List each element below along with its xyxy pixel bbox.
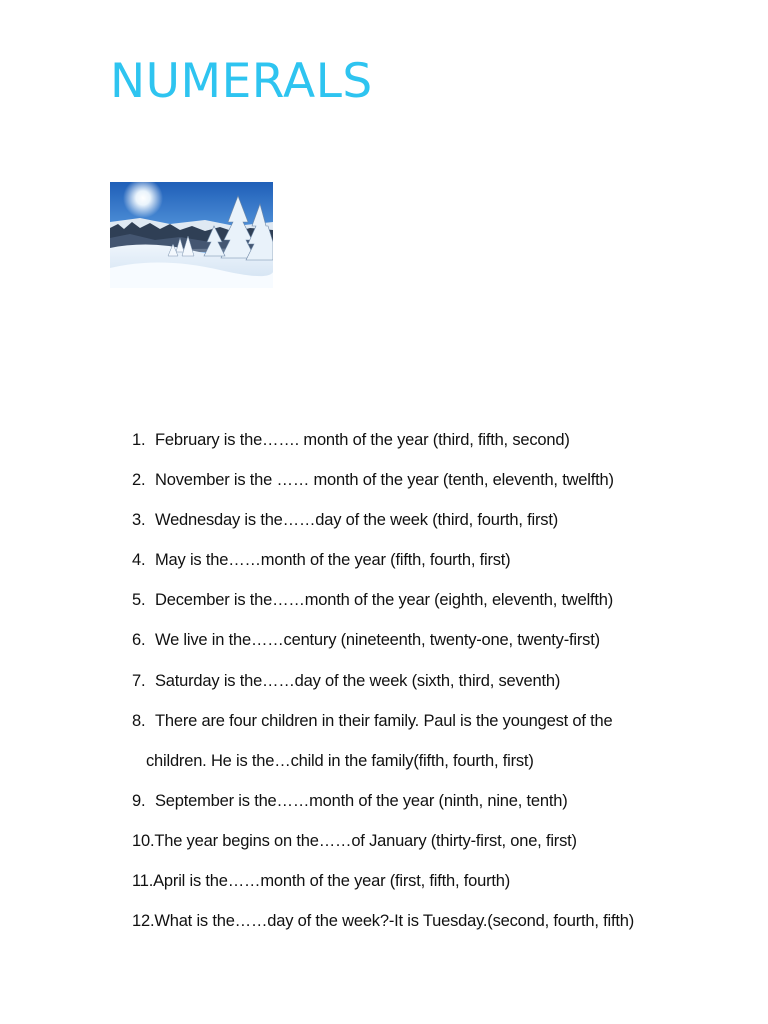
list-item — [132, 500, 752, 540]
item-text: We live in the……century (nineteenth, twenty-one, twenty-first) — [155, 631, 600, 650]
item-number: 1. — [132, 431, 146, 449]
item-text: December is the……month of the year (eighth, eleventh, twelfth) — [155, 591, 614, 610]
exercise-list — [132, 420, 752, 941]
page-title: NUMERALS — [110, 54, 373, 109]
list-item — [132, 460, 752, 500]
item-text: The year begins on the……of January (thirty-first, one, first) — [154, 831, 577, 850]
item-number: 2. — [132, 471, 146, 490]
list-item — [132, 821, 752, 861]
list-item — [132, 901, 752, 941]
item-text: There are four children in their family. Paul is the youngest of the — [155, 711, 613, 730]
item-number: 11. — [132, 872, 154, 891]
item-text: April is the……month of the year (first, fifth, fourth) — [153, 872, 511, 891]
list-item — [132, 540, 752, 580]
list-item-continuation — [132, 741, 752, 781]
item-text: Saturday is the……day of the week (sixth, third, seventh) — [155, 671, 561, 690]
item-text: Wednesday is the……day of the week (third, fourth, first) — [155, 511, 559, 530]
item-text: What is the……day of the week?-It is Tuesday.(second, fourth, fifth) — [154, 912, 635, 931]
list-item — [132, 580, 752, 620]
item-number: 8. — [132, 711, 146, 730]
item-text: November is the …… month of the year (tenth, eleventh, twelfth) — [155, 471, 614, 490]
item-text: February is the……. month of the year (third, fifth, second) — [155, 431, 570, 449]
item-text: September is the……month of the year (ninth, nine, tenth) — [155, 791, 568, 810]
item-number: 6. — [132, 631, 146, 650]
list-item — [132, 420, 752, 460]
list-item — [132, 861, 752, 901]
item-number: 5. — [132, 591, 146, 610]
item-number: 3. — [132, 511, 146, 530]
list-item — [132, 781, 752, 821]
list-item — [132, 661, 752, 701]
item-number: 4. — [132, 551, 146, 570]
item-number: 12. — [132, 912, 155, 931]
item-number: 7. — [132, 671, 146, 690]
list-item — [132, 701, 752, 741]
winter-landscape-image — [110, 182, 273, 288]
item-text: May is the……month of the year (fifth, fourth, first) — [155, 551, 511, 570]
item-number: 10. — [132, 831, 155, 850]
item-number: 9. — [132, 791, 146, 810]
list-item — [132, 620, 752, 660]
item-text: children. He is the…child in the family(fifth, fourth, first) — [146, 751, 534, 770]
